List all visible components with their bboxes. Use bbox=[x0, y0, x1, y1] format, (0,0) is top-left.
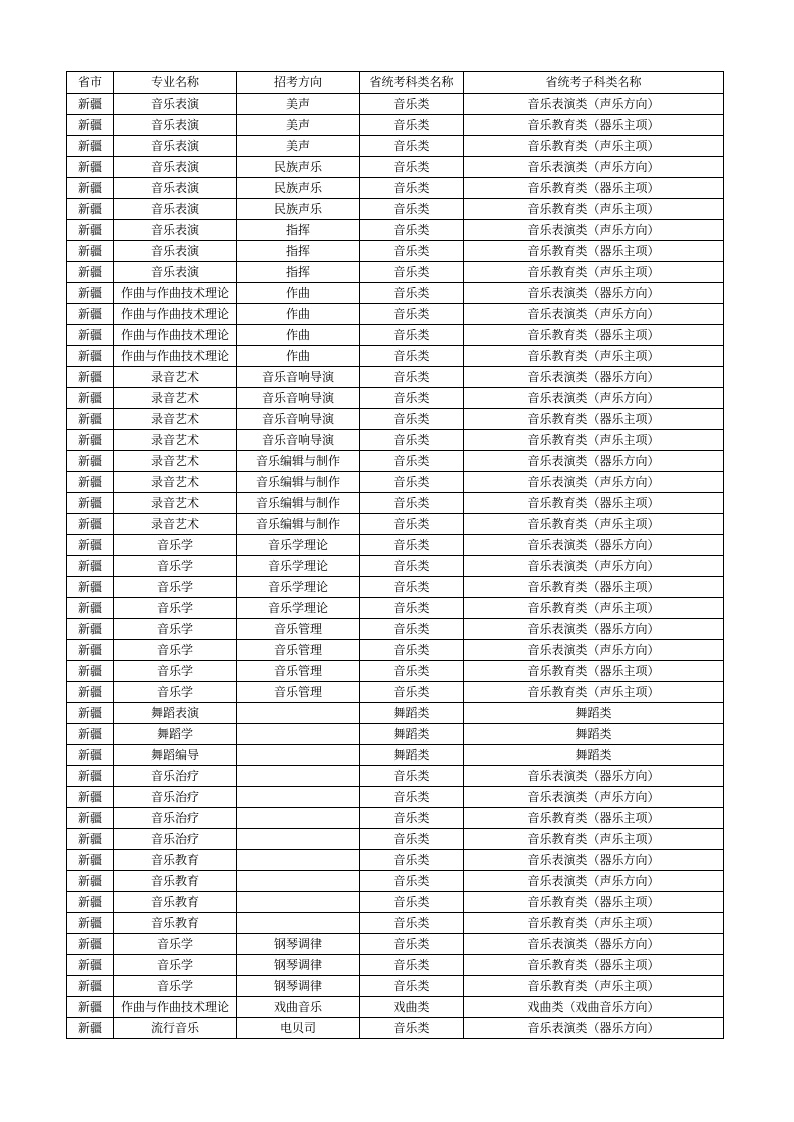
cell-exam-direction: 美声 bbox=[237, 136, 360, 157]
cell-exam-category: 音乐类 bbox=[360, 115, 464, 136]
header-province: 省市 bbox=[67, 72, 114, 94]
cell-major-name: 录音艺术 bbox=[114, 493, 237, 514]
cell-exam-direction: 音乐学理论 bbox=[237, 577, 360, 598]
cell-major-name: 作曲与作曲技术理论 bbox=[114, 325, 237, 346]
cell-major-name: 音乐教育 bbox=[114, 892, 237, 913]
cell-exam-direction: 音乐管理 bbox=[237, 661, 360, 682]
cell-exam-direction: 音乐编辑与制作 bbox=[237, 514, 360, 535]
cell-exam-category: 音乐类 bbox=[360, 1018, 464, 1039]
cell-province: 新疆 bbox=[67, 703, 114, 724]
cell-exam-category: 音乐类 bbox=[360, 472, 464, 493]
cell-major-name: 舞蹈学 bbox=[114, 724, 237, 745]
cell-exam-subcategory: 音乐教育类（器乐主项） bbox=[464, 493, 724, 514]
cell-exam-subcategory: 音乐教育类（器乐主项） bbox=[464, 115, 724, 136]
cell-exam-direction: 音乐学理论 bbox=[237, 556, 360, 577]
cell-major-name: 音乐学 bbox=[114, 619, 237, 640]
cell-exam-category: 音乐类 bbox=[360, 493, 464, 514]
cell-major-name: 音乐治疗 bbox=[114, 808, 237, 829]
cell-exam-direction bbox=[237, 808, 360, 829]
cell-exam-subcategory: 音乐教育类（器乐主项） bbox=[464, 808, 724, 829]
table-row bbox=[67, 346, 724, 367]
cell-exam-direction: 音乐音响导演 bbox=[237, 367, 360, 388]
table-row bbox=[67, 724, 724, 745]
cell-exam-subcategory: 音乐表演类（器乐方向） bbox=[464, 283, 724, 304]
cell-exam-subcategory: 音乐表演类（器乐方向） bbox=[464, 535, 724, 556]
cell-exam-subcategory: 舞蹈类 bbox=[464, 703, 724, 724]
table-row bbox=[67, 703, 724, 724]
table-row bbox=[67, 115, 724, 136]
cell-exam-direction: 音乐音响导演 bbox=[237, 388, 360, 409]
cell-exam-category: 音乐类 bbox=[360, 136, 464, 157]
cell-major-name: 音乐表演 bbox=[114, 262, 237, 283]
table-row bbox=[67, 367, 724, 388]
cell-exam-category: 音乐类 bbox=[360, 346, 464, 367]
table-body bbox=[67, 94, 724, 1039]
cell-exam-direction: 作曲 bbox=[237, 346, 360, 367]
cell-exam-subcategory: 音乐教育类（声乐主项） bbox=[464, 346, 724, 367]
cell-exam-direction bbox=[237, 871, 360, 892]
cell-exam-direction: 戏曲音乐 bbox=[237, 997, 360, 1018]
cell-major-name: 音乐教育 bbox=[114, 850, 237, 871]
cell-major-name: 音乐治疗 bbox=[114, 766, 237, 787]
cell-province: 新疆 bbox=[67, 199, 114, 220]
cell-exam-category: 音乐类 bbox=[360, 934, 464, 955]
cell-major-name: 录音艺术 bbox=[114, 514, 237, 535]
cell-major-name: 音乐学 bbox=[114, 556, 237, 577]
table-header-row bbox=[67, 72, 724, 94]
cell-province: 新疆 bbox=[67, 451, 114, 472]
cell-exam-subcategory: 音乐表演类（声乐方向） bbox=[464, 220, 724, 241]
cell-major-name: 音乐表演 bbox=[114, 157, 237, 178]
cell-province: 新疆 bbox=[67, 472, 114, 493]
table-row bbox=[67, 451, 724, 472]
cell-province: 新疆 bbox=[67, 514, 114, 535]
cell-exam-category: 音乐类 bbox=[360, 409, 464, 430]
cell-exam-category: 音乐类 bbox=[360, 577, 464, 598]
cell-exam-subcategory: 音乐教育类（声乐主项） bbox=[464, 598, 724, 619]
table-row bbox=[67, 640, 724, 661]
cell-major-name: 音乐表演 bbox=[114, 241, 237, 262]
table-row bbox=[67, 598, 724, 619]
cell-province: 新疆 bbox=[67, 241, 114, 262]
cell-exam-subcategory: 舞蹈类 bbox=[464, 724, 724, 745]
cell-province: 新疆 bbox=[67, 997, 114, 1018]
cell-exam-direction: 作曲 bbox=[237, 304, 360, 325]
admissions-table bbox=[66, 71, 724, 1039]
cell-exam-direction: 音乐音响导演 bbox=[237, 430, 360, 451]
cell-exam-category: 音乐类 bbox=[360, 304, 464, 325]
cell-exam-category: 音乐类 bbox=[360, 199, 464, 220]
cell-exam-direction bbox=[237, 703, 360, 724]
cell-exam-subcategory: 音乐表演类（声乐方向） bbox=[464, 787, 724, 808]
cell-exam-subcategory: 音乐表演类（器乐方向） bbox=[464, 934, 724, 955]
table-row bbox=[67, 808, 724, 829]
cell-exam-category: 音乐类 bbox=[360, 892, 464, 913]
cell-major-name: 音乐学 bbox=[114, 976, 237, 997]
cell-exam-direction bbox=[237, 787, 360, 808]
cell-province: 新疆 bbox=[67, 157, 114, 178]
table-row bbox=[67, 199, 724, 220]
cell-major-name: 录音艺术 bbox=[114, 430, 237, 451]
header-exam-direction: 招考方向 bbox=[237, 72, 360, 94]
cell-major-name: 录音艺术 bbox=[114, 388, 237, 409]
table-row bbox=[67, 241, 724, 262]
cell-major-name: 舞蹈编导 bbox=[114, 745, 237, 766]
cell-exam-subcategory: 音乐教育类（器乐主项） bbox=[464, 178, 724, 199]
cell-exam-category: 音乐类 bbox=[360, 535, 464, 556]
cell-province: 新疆 bbox=[67, 976, 114, 997]
cell-exam-subcategory: 音乐教育类（器乐主项） bbox=[464, 409, 724, 430]
cell-exam-category: 舞蹈类 bbox=[360, 745, 464, 766]
cell-major-name: 音乐表演 bbox=[114, 178, 237, 199]
cell-exam-category: 音乐类 bbox=[360, 661, 464, 682]
cell-major-name: 音乐学 bbox=[114, 577, 237, 598]
cell-province: 新疆 bbox=[67, 388, 114, 409]
cell-exam-subcategory: 音乐表演类（声乐方向） bbox=[464, 640, 724, 661]
cell-exam-direction: 音乐管理 bbox=[237, 640, 360, 661]
cell-major-name: 作曲与作曲技术理论 bbox=[114, 283, 237, 304]
table-row bbox=[67, 493, 724, 514]
table-row bbox=[67, 304, 724, 325]
cell-exam-direction: 民族声乐 bbox=[237, 199, 360, 220]
cell-exam-subcategory: 音乐表演类（声乐方向） bbox=[464, 388, 724, 409]
cell-province: 新疆 bbox=[67, 136, 114, 157]
table-row bbox=[67, 1018, 724, 1039]
cell-exam-subcategory: 音乐表演类（器乐方向） bbox=[464, 619, 724, 640]
cell-exam-subcategory: 音乐教育类（声乐主项） bbox=[464, 136, 724, 157]
cell-exam-category: 音乐类 bbox=[360, 871, 464, 892]
cell-province: 新疆 bbox=[67, 787, 114, 808]
cell-province: 新疆 bbox=[67, 724, 114, 745]
cell-exam-subcategory: 音乐表演类（器乐方向） bbox=[464, 1018, 724, 1039]
table-row bbox=[67, 472, 724, 493]
cell-province: 新疆 bbox=[67, 493, 114, 514]
cell-exam-direction: 指挥 bbox=[237, 262, 360, 283]
header-major-name: 专业名称 bbox=[114, 72, 237, 94]
cell-exam-direction: 美声 bbox=[237, 115, 360, 136]
cell-major-name: 录音艺术 bbox=[114, 409, 237, 430]
cell-province: 新疆 bbox=[67, 409, 114, 430]
cell-major-name: 音乐教育 bbox=[114, 871, 237, 892]
table-row bbox=[67, 787, 724, 808]
table-row bbox=[67, 871, 724, 892]
cell-exam-subcategory: 音乐教育类（声乐主项） bbox=[464, 430, 724, 451]
cell-exam-category: 音乐类 bbox=[360, 283, 464, 304]
cell-major-name: 流行音乐 bbox=[114, 1018, 237, 1039]
cell-exam-category: 音乐类 bbox=[360, 619, 464, 640]
cell-exam-subcategory: 戏曲类（戏曲音乐方向） bbox=[464, 997, 724, 1018]
cell-exam-direction: 音乐管理 bbox=[237, 619, 360, 640]
cell-exam-category: 音乐类 bbox=[360, 94, 464, 115]
cell-exam-direction: 音乐音响导演 bbox=[237, 409, 360, 430]
cell-exam-direction bbox=[237, 892, 360, 913]
table-row bbox=[67, 892, 724, 913]
cell-exam-direction: 指挥 bbox=[237, 220, 360, 241]
cell-exam-direction: 民族声乐 bbox=[237, 178, 360, 199]
cell-exam-category: 音乐类 bbox=[360, 913, 464, 934]
cell-exam-direction: 钢琴调律 bbox=[237, 955, 360, 976]
cell-exam-subcategory: 音乐教育类（声乐主项） bbox=[464, 199, 724, 220]
cell-exam-subcategory: 音乐教育类（器乐主项） bbox=[464, 577, 724, 598]
cell-province: 新疆 bbox=[67, 535, 114, 556]
cell-exam-direction: 音乐编辑与制作 bbox=[237, 472, 360, 493]
cell-exam-direction: 钢琴调律 bbox=[237, 934, 360, 955]
cell-exam-subcategory: 音乐教育类（声乐主项） bbox=[464, 682, 724, 703]
cell-province: 新疆 bbox=[67, 346, 114, 367]
cell-exam-category: 音乐类 bbox=[360, 787, 464, 808]
cell-exam-direction bbox=[237, 913, 360, 934]
cell-province: 新疆 bbox=[67, 178, 114, 199]
table-row bbox=[67, 136, 724, 157]
cell-exam-subcategory: 音乐表演类（声乐方向） bbox=[464, 556, 724, 577]
table-row bbox=[67, 661, 724, 682]
cell-exam-subcategory: 音乐教育类（声乐主项） bbox=[464, 829, 724, 850]
cell-exam-category: 音乐类 bbox=[360, 178, 464, 199]
cell-exam-direction: 电贝司 bbox=[237, 1018, 360, 1039]
table-row bbox=[67, 913, 724, 934]
cell-province: 新疆 bbox=[67, 325, 114, 346]
cell-exam-category: 舞蹈类 bbox=[360, 724, 464, 745]
cell-exam-direction: 音乐编辑与制作 bbox=[237, 493, 360, 514]
cell-exam-direction: 音乐管理 bbox=[237, 682, 360, 703]
cell-major-name: 音乐学 bbox=[114, 598, 237, 619]
cell-exam-category: 音乐类 bbox=[360, 514, 464, 535]
cell-exam-direction bbox=[237, 745, 360, 766]
cell-major-name: 音乐治疗 bbox=[114, 829, 237, 850]
cell-major-name: 作曲与作曲技术理论 bbox=[114, 304, 237, 325]
cell-exam-subcategory: 音乐表演类（器乐方向） bbox=[464, 850, 724, 871]
cell-exam-category: 音乐类 bbox=[360, 808, 464, 829]
cell-major-name: 作曲与作曲技术理论 bbox=[114, 346, 237, 367]
cell-exam-direction: 美声 bbox=[237, 94, 360, 115]
cell-province: 新疆 bbox=[67, 304, 114, 325]
cell-exam-subcategory: 音乐表演类（声乐方向） bbox=[464, 472, 724, 493]
cell-province: 新疆 bbox=[67, 220, 114, 241]
cell-exam-subcategory: 音乐教育类（声乐主项） bbox=[464, 514, 724, 535]
table-row bbox=[67, 955, 724, 976]
table-row bbox=[67, 577, 724, 598]
cell-exam-category: 音乐类 bbox=[360, 976, 464, 997]
cell-exam-subcategory: 音乐教育类（器乐主项） bbox=[464, 241, 724, 262]
cell-exam-category: 音乐类 bbox=[360, 766, 464, 787]
cell-province: 新疆 bbox=[67, 934, 114, 955]
cell-province: 新疆 bbox=[67, 430, 114, 451]
cell-exam-category: 音乐类 bbox=[360, 955, 464, 976]
table-row bbox=[67, 220, 724, 241]
cell-major-name: 音乐学 bbox=[114, 934, 237, 955]
table-row bbox=[67, 94, 724, 115]
cell-major-name: 音乐治疗 bbox=[114, 787, 237, 808]
cell-exam-direction bbox=[237, 724, 360, 745]
cell-exam-direction: 指挥 bbox=[237, 241, 360, 262]
cell-province: 新疆 bbox=[67, 808, 114, 829]
cell-exam-category: 音乐类 bbox=[360, 241, 464, 262]
header-exam-subcategory: 省统考子科类名称 bbox=[464, 72, 724, 94]
cell-province: 新疆 bbox=[67, 115, 114, 136]
cell-major-name: 录音艺术 bbox=[114, 367, 237, 388]
cell-exam-category: 音乐类 bbox=[360, 367, 464, 388]
cell-exam-category: 音乐类 bbox=[360, 682, 464, 703]
cell-exam-category: 音乐类 bbox=[360, 850, 464, 871]
cell-exam-category: 音乐类 bbox=[360, 220, 464, 241]
table-row bbox=[67, 430, 724, 451]
cell-exam-category: 音乐类 bbox=[360, 598, 464, 619]
cell-exam-category: 音乐类 bbox=[360, 430, 464, 451]
cell-province: 新疆 bbox=[67, 955, 114, 976]
cell-exam-subcategory: 音乐教育类（声乐主项） bbox=[464, 913, 724, 934]
table-row bbox=[67, 178, 724, 199]
cell-province: 新疆 bbox=[67, 913, 114, 934]
table-row bbox=[67, 850, 724, 871]
cell-exam-subcategory: 音乐表演类（声乐方向） bbox=[464, 871, 724, 892]
cell-major-name: 音乐学 bbox=[114, 682, 237, 703]
table-row bbox=[67, 976, 724, 997]
cell-exam-subcategory: 音乐教育类（器乐主项） bbox=[464, 955, 724, 976]
table-row bbox=[67, 388, 724, 409]
table-row bbox=[67, 325, 724, 346]
cell-province: 新疆 bbox=[67, 850, 114, 871]
cell-major-name: 录音艺术 bbox=[114, 451, 237, 472]
cell-province: 新疆 bbox=[67, 262, 114, 283]
cell-exam-category: 音乐类 bbox=[360, 325, 464, 346]
cell-province: 新疆 bbox=[67, 871, 114, 892]
cell-exam-subcategory: 舞蹈类 bbox=[464, 745, 724, 766]
table-row bbox=[67, 766, 724, 787]
cell-province: 新疆 bbox=[67, 619, 114, 640]
cell-exam-direction: 音乐学理论 bbox=[237, 598, 360, 619]
cell-province: 新疆 bbox=[67, 661, 114, 682]
cell-major-name: 音乐表演 bbox=[114, 115, 237, 136]
table-row bbox=[67, 745, 724, 766]
cell-exam-subcategory: 音乐教育类（器乐主项） bbox=[464, 325, 724, 346]
cell-exam-direction bbox=[237, 766, 360, 787]
cell-major-name: 音乐学 bbox=[114, 535, 237, 556]
cell-exam-direction bbox=[237, 829, 360, 850]
cell-province: 新疆 bbox=[67, 94, 114, 115]
table-row bbox=[67, 262, 724, 283]
cell-exam-subcategory: 音乐表演类（声乐方向） bbox=[464, 94, 724, 115]
cell-exam-direction: 作曲 bbox=[237, 325, 360, 346]
cell-exam-category: 音乐类 bbox=[360, 451, 464, 472]
cell-major-name: 作曲与作曲技术理论 bbox=[114, 997, 237, 1018]
cell-province: 新疆 bbox=[67, 766, 114, 787]
cell-exam-direction: 钢琴调律 bbox=[237, 976, 360, 997]
table-row bbox=[67, 619, 724, 640]
cell-exam-subcategory: 音乐教育类（声乐主项） bbox=[464, 262, 724, 283]
cell-province: 新疆 bbox=[67, 1018, 114, 1039]
cell-exam-subcategory: 音乐教育类（器乐主项） bbox=[464, 892, 724, 913]
cell-exam-category: 音乐类 bbox=[360, 157, 464, 178]
cell-province: 新疆 bbox=[67, 556, 114, 577]
cell-exam-category: 戏曲类 bbox=[360, 997, 464, 1018]
cell-province: 新疆 bbox=[67, 892, 114, 913]
cell-major-name: 音乐表演 bbox=[114, 94, 237, 115]
table-row bbox=[67, 283, 724, 304]
cell-exam-category: 音乐类 bbox=[360, 262, 464, 283]
cell-province: 新疆 bbox=[67, 745, 114, 766]
cell-province: 新疆 bbox=[67, 577, 114, 598]
table-row bbox=[67, 409, 724, 430]
cell-province: 新疆 bbox=[67, 283, 114, 304]
cell-exam-subcategory: 音乐表演类（器乐方向） bbox=[464, 766, 724, 787]
cell-exam-subcategory: 音乐表演类（声乐方向） bbox=[464, 157, 724, 178]
cell-exam-category: 舞蹈类 bbox=[360, 703, 464, 724]
cell-major-name: 音乐教育 bbox=[114, 913, 237, 934]
cell-exam-subcategory: 音乐教育类（声乐主项） bbox=[464, 976, 724, 997]
cell-major-name: 录音艺术 bbox=[114, 472, 237, 493]
cell-major-name: 音乐学 bbox=[114, 955, 237, 976]
cell-exam-category: 音乐类 bbox=[360, 829, 464, 850]
cell-exam-subcategory: 音乐表演类（器乐方向） bbox=[464, 367, 724, 388]
cell-exam-category: 音乐类 bbox=[360, 556, 464, 577]
table-row bbox=[67, 556, 724, 577]
cell-exam-subcategory: 音乐表演类（器乐方向） bbox=[464, 451, 724, 472]
cell-major-name: 音乐表演 bbox=[114, 136, 237, 157]
cell-major-name: 音乐表演 bbox=[114, 199, 237, 220]
cell-exam-direction bbox=[237, 850, 360, 871]
cell-province: 新疆 bbox=[67, 829, 114, 850]
cell-exam-category: 音乐类 bbox=[360, 640, 464, 661]
table-row bbox=[67, 829, 724, 850]
cell-exam-direction: 音乐学理论 bbox=[237, 535, 360, 556]
cell-major-name: 音乐表演 bbox=[114, 220, 237, 241]
table-row bbox=[67, 997, 724, 1018]
cell-major-name: 音乐学 bbox=[114, 640, 237, 661]
cell-province: 新疆 bbox=[67, 640, 114, 661]
cell-province: 新疆 bbox=[67, 682, 114, 703]
table-row bbox=[67, 682, 724, 703]
table-row bbox=[67, 934, 724, 955]
table-row bbox=[67, 157, 724, 178]
cell-major-name: 舞蹈表演 bbox=[114, 703, 237, 724]
cell-exam-direction: 音乐编辑与制作 bbox=[237, 451, 360, 472]
table-row bbox=[67, 535, 724, 556]
cell-major-name: 音乐学 bbox=[114, 661, 237, 682]
cell-province: 新疆 bbox=[67, 598, 114, 619]
cell-exam-subcategory: 音乐教育类（器乐主项） bbox=[464, 661, 724, 682]
cell-exam-subcategory: 音乐表演类（声乐方向） bbox=[464, 304, 724, 325]
table-row bbox=[67, 514, 724, 535]
cell-exam-category: 音乐类 bbox=[360, 388, 464, 409]
cell-exam-direction: 作曲 bbox=[237, 283, 360, 304]
cell-province: 新疆 bbox=[67, 367, 114, 388]
header-exam-category: 省统考科类名称 bbox=[360, 72, 464, 94]
cell-exam-direction: 民族声乐 bbox=[237, 157, 360, 178]
